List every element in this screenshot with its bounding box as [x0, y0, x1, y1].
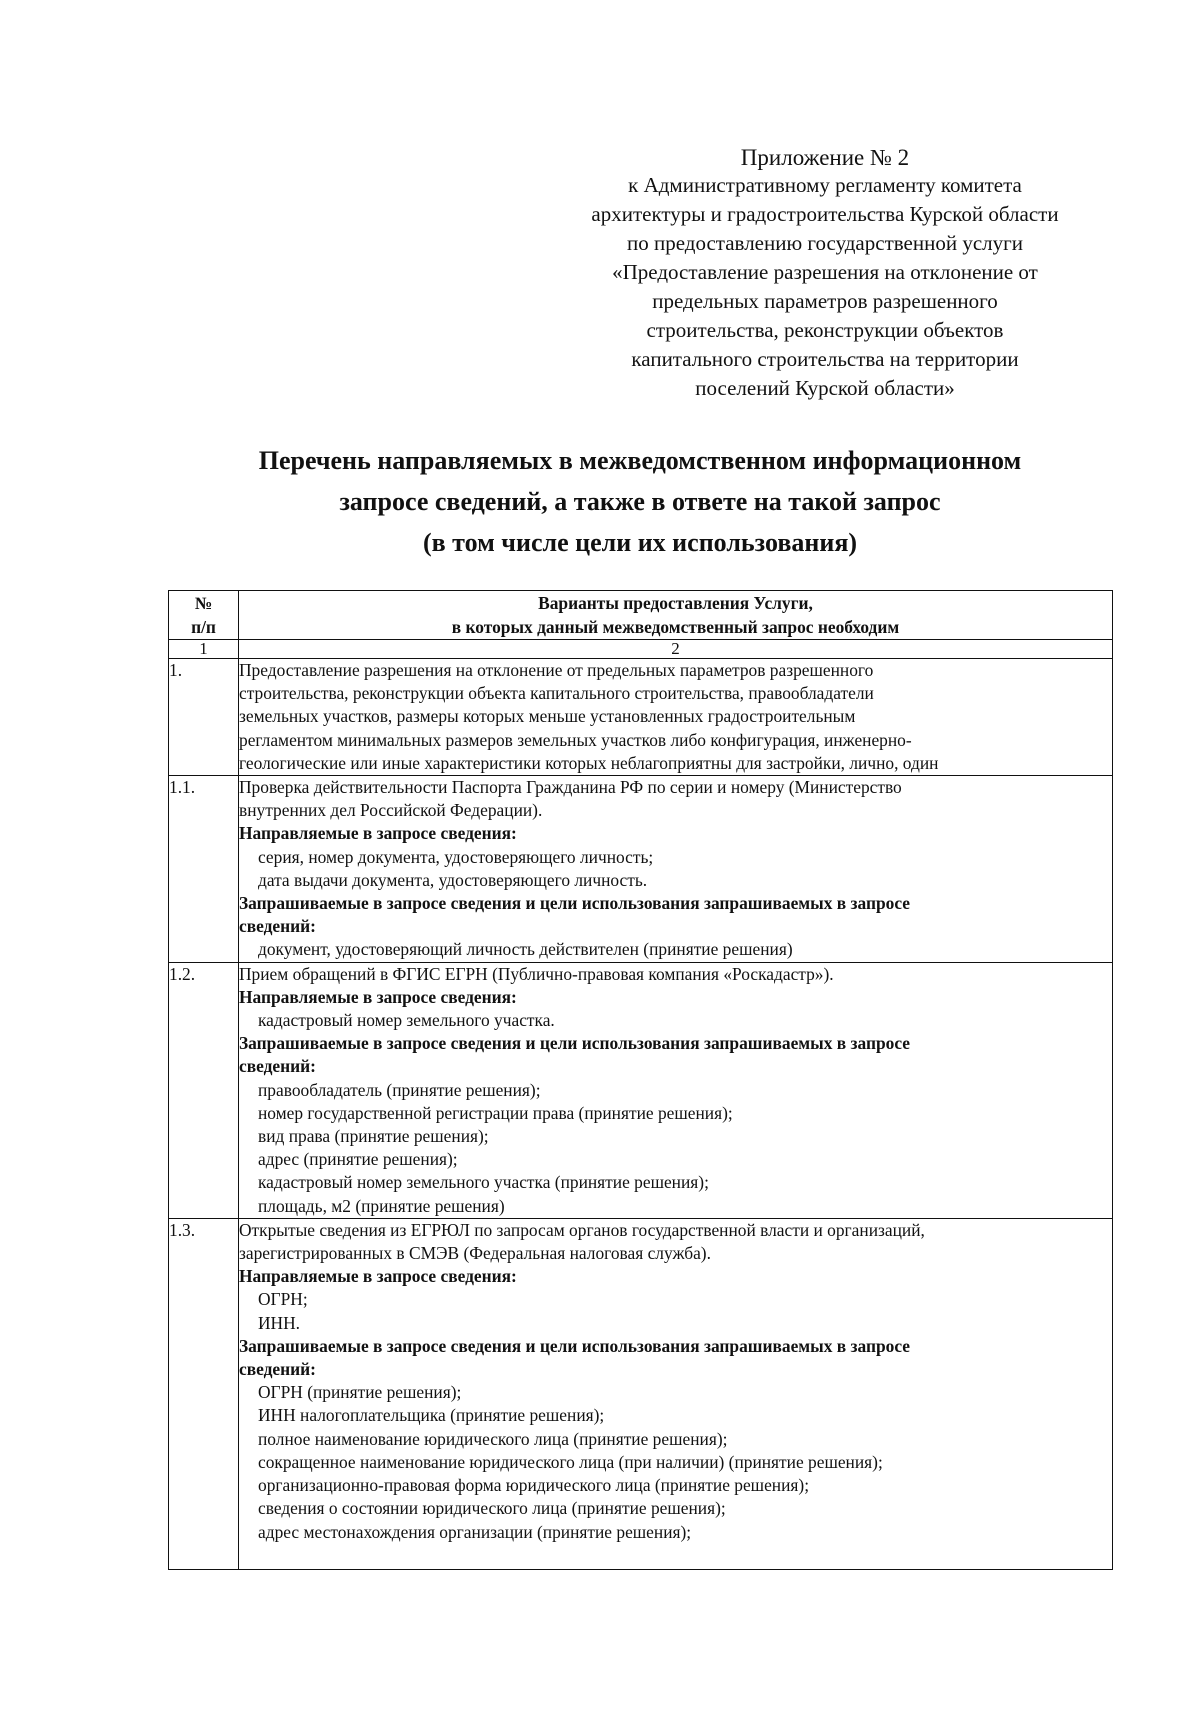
row-text: Предоставление разрешения на отклонение от предельных параметров разрешенного	[239, 660, 874, 680]
table-row	[169, 776, 1113, 963]
table-row	[169, 1218, 1113, 1569]
appendix-line: поселений Курской области»	[695, 376, 955, 400]
table-header-row	[169, 591, 1113, 640]
document-title	[160, 440, 1120, 563]
appendix-line: «Предоставление разрешения на отклонение от	[612, 260, 1038, 284]
row-text: геологические или иные характеристики которых неблагоприятны для застройки, лично, один	[239, 752, 939, 773]
row-item: ИНН налогоплательщика (принятие решения);	[258, 1405, 605, 1426]
row-item: кадастровый номер земельного участка (принятие решения);	[258, 1172, 709, 1193]
header-variants-line: Варианты предоставления Услуги,	[538, 593, 813, 613]
row-heading: Направляемые в запросе сведения:	[239, 986, 517, 1007]
header-variants	[239, 591, 1113, 640]
row-text: Открытые сведения из ЕГРЮЛ по запросам органов государственной власти и организаций,	[239, 1219, 925, 1240]
row-item: ИНН.	[258, 1312, 301, 1333]
row-item: кадастровый номер земельного участка.	[258, 1010, 555, 1031]
row-content	[239, 659, 1113, 776]
row-number: 1.	[169, 659, 239, 776]
title-line: Перечень направляемых в межведомственном информационном	[258, 446, 1022, 475]
row-text: Прием обращений в ФГИС ЕГРН (Публично-правовая компания «Роскадастр»).	[239, 963, 834, 984]
row-item: номер государственной регистрации права (принятие решения);	[258, 1102, 733, 1123]
row-number: 1.2.	[169, 962, 239, 1218]
row-text: строительства, реконструкции объекта капитального строительства, правообладатели	[239, 683, 874, 704]
row-item: правообладатель (принятие решения);	[258, 1079, 541, 1100]
row-item: ОГРН;	[258, 1289, 308, 1310]
column-index: 1	[169, 640, 239, 659]
row-item: вид права (принятие решения);	[258, 1126, 489, 1147]
row-text: земельных участков, размеры которых меньше установленных градостроительным	[239, 706, 856, 727]
appendix-line: капитального строительства на территории	[631, 347, 1019, 371]
row-item: ОГРН (принятие решения);	[258, 1382, 462, 1403]
row-heading: Запрашиваемые в запросе сведения и цели использования запрашиваемых в запросе	[239, 1033, 911, 1054]
appendix-line: к Административному регламенту комитета	[628, 173, 1022, 197]
appendix-line: предельных параметров разрешенного	[652, 289, 998, 313]
row-item: серия, номер документа, удостоверяющего личность;	[258, 846, 654, 867]
row-text: Проверка действительности Паспорта Гражданина РФ по серии и номеру (Министерство	[239, 777, 902, 797]
row-text: внутренних дел Российской Федерации).	[239, 800, 543, 821]
row-heading: сведений:	[239, 1056, 316, 1077]
row-content	[239, 776, 1113, 963]
column-index: 2	[239, 640, 1113, 659]
row-item: площадь, м2 (принятие решения)	[258, 1195, 505, 1216]
row-number: 1.1.	[169, 776, 239, 963]
row-heading: Запрашиваемые в запросе сведения и цели использования запрашиваемых в запросе	[239, 1335, 911, 1356]
row-heading: Запрашиваемые в запросе сведения и цели использования запрашиваемых в запросе	[239, 893, 911, 914]
column-index-row	[169, 640, 1113, 659]
row-number: 1.3.	[169, 1218, 239, 1569]
row-heading: сведений:	[239, 916, 316, 937]
appendix-line: строительства, реконструкции объектов	[646, 318, 1004, 342]
header-number-line: №	[194, 593, 213, 613]
row-item: сокращенное наименование юридического лица (при наличии) (принятие решения);	[258, 1451, 883, 1472]
row-text: регламентом минимальных размеров земельных участков либо конфигурация, инженерно-	[239, 729, 912, 750]
row-item: организационно-правовая форма юридического лица (принятие решения);	[258, 1475, 810, 1496]
title-line: запросе сведений, а также в ответе на такой запрос	[339, 487, 941, 516]
table-row	[169, 659, 1113, 776]
appendix-line: архитектуры и градостроительства Курской области	[591, 202, 1059, 226]
row-text: зарегистрированных в СМЭВ (Федеральная налоговая служба).	[239, 1243, 711, 1264]
appendix-block	[540, 143, 1110, 403]
row-item: документ, удостоверяющий личность действителен (принятие решения)	[258, 939, 793, 960]
row-item: адрес (принятие решения);	[258, 1149, 458, 1170]
row-content	[239, 962, 1113, 1218]
row-heading: Направляемые в запросе сведения:	[239, 1266, 517, 1287]
row-item: дата выдачи документа, удостоверяющего личность.	[258, 869, 648, 890]
appendix-line: по предоставлению государственной услуги	[627, 231, 1023, 255]
row-item: сведения о состоянии юридического лица (принятие решения);	[258, 1498, 726, 1519]
requests-table	[168, 590, 1113, 1570]
title-line: (в том числе цели их использования)	[422, 528, 858, 557]
table-row	[169, 962, 1113, 1218]
row-content	[239, 1218, 1113, 1569]
header-number-line: п/п	[191, 617, 216, 637]
row-item: адрес местонахождения организации (принятие решения);	[258, 1521, 692, 1542]
row-heading: Направляемые в запросе сведения:	[239, 823, 517, 844]
row-heading: сведений:	[239, 1359, 316, 1380]
header-variants-line: в которых данный межведомственный запрос необходим	[451, 617, 900, 637]
appendix-number: Приложение № 2	[740, 145, 910, 170]
header-number	[169, 591, 239, 640]
row-item: полное наименование юридического лица (принятие решения);	[258, 1428, 728, 1449]
